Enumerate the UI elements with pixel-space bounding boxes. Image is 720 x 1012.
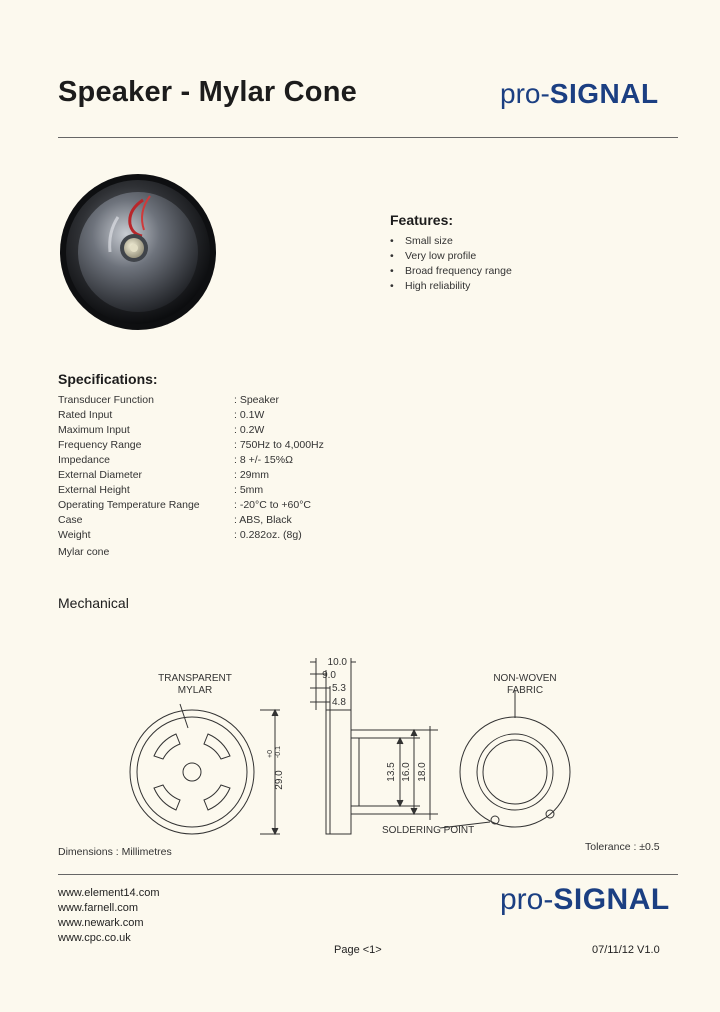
table-row	[58, 498, 324, 513]
dim-13-5: 13.5	[386, 762, 397, 782]
cone-note: Mylar cone	[58, 546, 110, 558]
spec-value: : Speaker	[234, 394, 279, 406]
spec-label: Weight	[58, 529, 91, 541]
link-newark[interactable]: www.newark.com	[58, 917, 144, 929]
table-row	[58, 483, 324, 498]
dim-9: 9.0	[322, 670, 336, 681]
logo-pro-text: pro-	[500, 883, 554, 916]
table-row	[58, 468, 324, 483]
label-mylar: MYLAR	[177, 685, 213, 696]
table-row	[58, 423, 324, 438]
dim-5-3: 5.3	[332, 683, 346, 694]
bullet-icon: •	[390, 235, 394, 247]
label-fabric: FABRIC	[506, 685, 544, 696]
dim-10: 10.0	[327, 657, 347, 668]
spec-value: : ABS, Black	[234, 514, 292, 526]
list-item	[390, 234, 512, 249]
label-soldering-point: SOLDERING POINT	[382, 825, 475, 836]
header-divider	[58, 137, 678, 138]
feature-text: Broad frequency range	[405, 265, 512, 277]
page-number: Page <1>	[334, 944, 382, 956]
table-row	[58, 438, 324, 453]
tol-plus: +0	[267, 750, 274, 758]
link-element14[interactable]: www.element14.com	[58, 887, 160, 899]
link-cpc[interactable]: www.cpc.co.uk	[58, 932, 131, 944]
logo-signal-text: SIGNAL	[549, 78, 659, 109]
mechanical-heading: Mechanical	[58, 595, 129, 611]
spec-label: External Diameter	[58, 469, 143, 481]
spec-label: Frequency Range	[58, 439, 142, 451]
logo-signal-text: SIGNAL	[553, 883, 670, 916]
tol-minus: -0.1	[275, 745, 282, 759]
link-farnell[interactable]: www.farnell.com	[58, 902, 139, 914]
speaker-photo	[58, 172, 218, 332]
feature-text: High reliability	[405, 280, 471, 292]
bullet-icon: •	[390, 280, 394, 292]
label-transparent: TRANSPARENT	[158, 673, 232, 684]
list-item	[390, 264, 512, 279]
spec-label: Maximum Input	[58, 424, 130, 436]
dim-18: 18.0	[417, 762, 428, 782]
front-view	[130, 704, 280, 834]
spec-value: : 0.2W	[234, 424, 265, 436]
spec-value: : -20°C to +60°C	[234, 499, 311, 511]
list-item	[390, 279, 512, 294]
table-row	[58, 393, 324, 408]
rear-view	[440, 690, 570, 828]
footer-divider	[58, 874, 678, 875]
page-title: Speaker - Mylar Cone	[58, 76, 357, 108]
dim-29: 29.0	[274, 770, 285, 790]
date-version: 07/11/12 V1.0	[592, 944, 660, 956]
feature-text: Small size	[405, 235, 453, 247]
specifications-heading: Specifications:	[58, 371, 158, 387]
dim-16: 16.0	[401, 762, 412, 782]
spec-label: Impedance	[58, 454, 110, 466]
footer-links	[58, 886, 160, 946]
dimensions-note: Dimensions : Millimetres	[58, 846, 172, 858]
spec-value: : 8 +/- 15%Ω	[234, 454, 293, 466]
side-view	[310, 658, 438, 834]
table-row	[58, 453, 324, 468]
table-row	[58, 513, 324, 528]
label-non-woven: NON-WOVEN	[493, 673, 557, 684]
specifications-table	[58, 393, 324, 543]
spec-label: External Height	[58, 484, 130, 496]
dim-4-8: 4.8	[332, 697, 346, 708]
spec-value: : 0.282oz. (8g)	[234, 529, 302, 541]
spec-label: Rated Input	[58, 409, 113, 421]
features-heading: Features:	[390, 212, 454, 228]
features-list	[390, 234, 512, 294]
spec-label: Case	[58, 514, 83, 526]
logo-pro-text: pro-	[500, 78, 550, 109]
table-row	[58, 408, 324, 423]
spec-label: Transducer Function	[58, 394, 154, 406]
spec-label: Operating Temperature Range	[58, 499, 200, 511]
tolerance-note: Tolerance : ±0.5	[585, 841, 660, 853]
brand-logo	[500, 78, 659, 110]
spec-value: : 5mm	[234, 484, 264, 496]
bullet-icon: •	[390, 250, 394, 262]
mechanical-drawing	[120, 648, 600, 843]
feature-text: Very low profile	[405, 250, 477, 262]
bullet-icon: •	[390, 265, 394, 277]
spec-value: : 29mm	[234, 469, 270, 481]
spec-value: : 0.1W	[234, 409, 265, 421]
footer-brand-logo	[500, 883, 670, 917]
list-item	[390, 249, 512, 264]
table-row	[58, 528, 324, 543]
spec-value: : 750Hz to 4,000Hz	[234, 439, 324, 451]
